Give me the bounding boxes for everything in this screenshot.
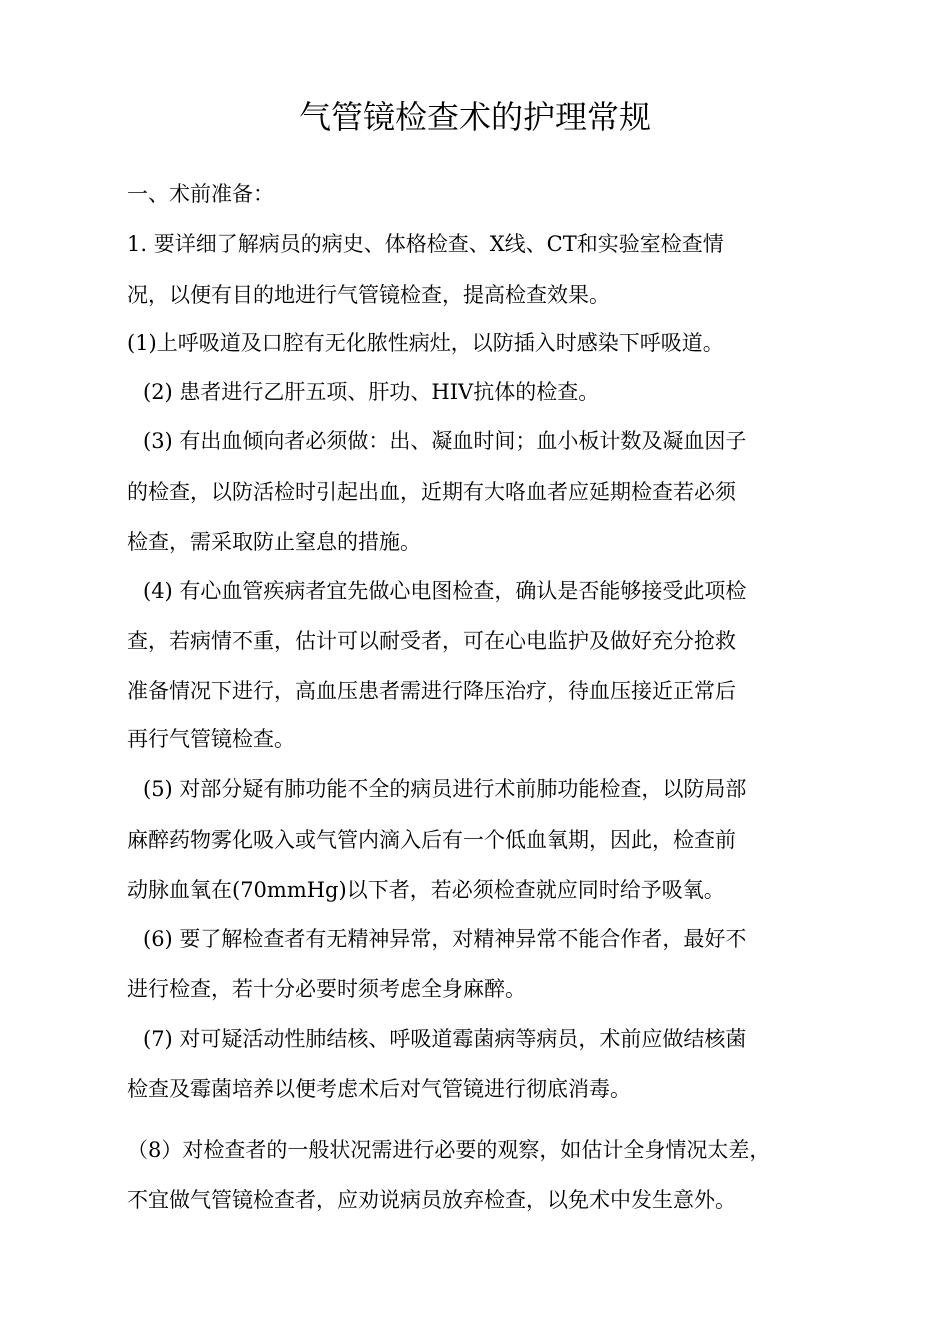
document-title: 气管镜检查术的护理常规 — [298, 98, 651, 136]
paragraph-line: 准备情况下进行，高血压患者需进行降压治疗，待血压接近正常后 — [127, 679, 736, 703]
paragraph-line: (3) 有出血倾向者必须做：出、凝血时间；血小板计数及凝血因子 — [143, 429, 747, 453]
paragraph-line: (6) 要了解检查者有无精神异常，对精神异常不能合作者，最好不 — [143, 927, 747, 951]
paragraph-line: 再行气管镜检查。 — [127, 727, 295, 751]
paragraph-line: 不宜做气管镜检查者，应劝说病员放弃检查，以免术中发生意外。 — [127, 1188, 736, 1212]
paragraph-line: (2) 患者进行乙肝五项、肝功、HIV抗体的检查。 — [143, 380, 600, 404]
paragraph-line: (1)上呼吸道及口腔有无化脓性病灶，以防插入时感染下呼吸道。 — [127, 331, 724, 355]
paragraph-line: 1. 要详细了解病员的病史、体格检查、X线、CT和实验室检查情 — [127, 232, 724, 256]
paragraph-line: 查，若病情不重，估计可以耐受者，可在心电监护及做好充分抢救 — [127, 629, 736, 653]
section-heading: 一、术前准备： — [127, 182, 274, 206]
paragraph-line: 的检查，以防活检时引起出血，近期有大咯血者应延期检查若必须 — [127, 480, 736, 504]
paragraph-line: 检查，需采取防止窒息的措施。 — [127, 530, 421, 554]
paragraph-line: 检查及霉菌培养以便考虑术后对气管镜进行彻底消毒。 — [127, 1077, 631, 1101]
paragraph-line: (5) 对部分疑有肺功能不全的病员进行术前肺功能检查，以防局部 — [143, 777, 747, 801]
paragraph-line: 进行检查，若十分必要时须考虑全身麻醉。 — [127, 977, 526, 1001]
paragraph-line: (4) 有心血管疾病者宜先做心电图检查，确认是否能够接受此项检 — [143, 579, 747, 603]
paragraph-line: 麻醉药物雾化吸入或气管内滴入后有一个低血氧期，因此，检查前 — [127, 828, 736, 852]
paragraph-line: 动脉血氧在(70mmHg)以下者，若必须检查就应同时给予吸氧。 — [127, 878, 725, 902]
paragraph-line: 况，以便有目的地进行气管镜检查，提高检查效果。 — [127, 283, 610, 307]
paragraph-line: （8）对检查者的一般状况需进行必要的观察，如估计全身情况太差， — [127, 1138, 771, 1162]
paragraph-line: (7) 对可疑活动性肺结核、呼吸道霉菌病等病员，术前应做结核菌 — [143, 1027, 747, 1051]
